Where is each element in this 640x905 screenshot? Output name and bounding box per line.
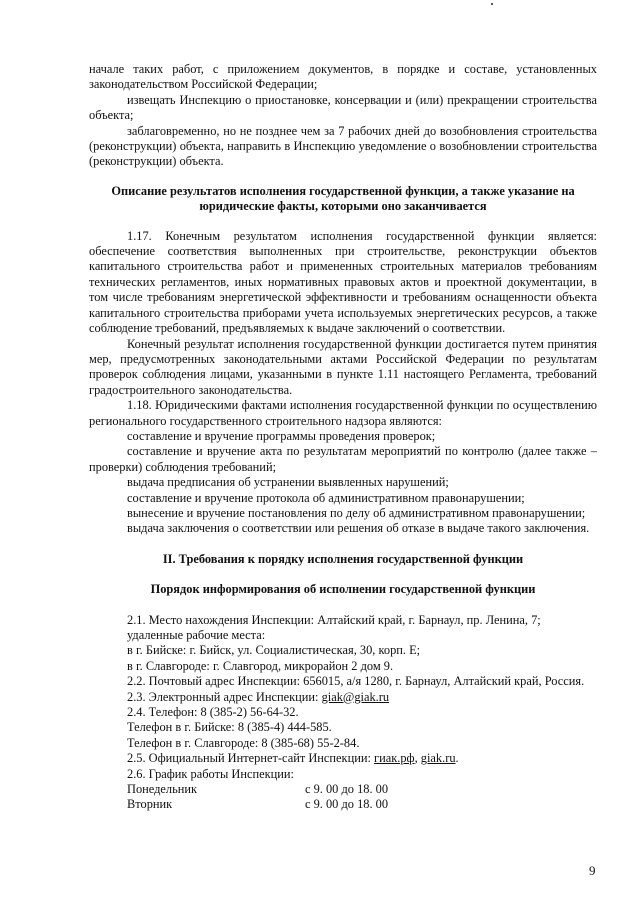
website-link-ru[interactable]: giak.ru [420,751,456,766]
schedule-row [89,782,597,797]
website-label: 2.5. Официальный Интернет-сайт Инспекции: [127,751,374,766]
paragraph-advance-notice: заблаговременно, но не позднее чем за 7 рабочих дней до возобновления строительства (реконструкции) объекта, направить в Инспекцию уведомление о возобновлении строительства (реконструкции) объекта. [89,123,597,169]
paragraph-final-result: Конечный результат исполнения государственной функции достигается путем принятия мер, предусмотренных законодательными актами Российской Федерации по результатам проверок соблюдения лицами, указанными в пункте 1.11 настоящего Регламента, требований градостроительного законодательства. [89,336,597,397]
schedule-hours: с 9. 00 до 18. 00 [305,782,389,797]
website-link-rf[interactable]: гиак.рф [374,751,415,766]
section-2-subtitle: Порядок информирования об исполнении государственной функции [150,582,536,597]
paragraph-continuation: начале таких работ, с приложением документов, в порядке и составе, установленных законодательством Российской Федерации; [89,62,597,92]
paragraph-1-18: 1.18. Юридическими фактами исполнения государственной функции по осуществлению регионального государственного строительного надзора являются: [89,398,597,428]
fact-item: выдача заключения о соответствии или решения об отказе в выдаче такого заключения. [127,521,590,536]
remote-workplaces-label: удаленные рабочие места: [127,628,266,642]
website-separator: , [414,751,421,766]
paragraph-2-6: 2.6. График работы Инспекции: [127,766,294,781]
email-link[interactable]: giak@giak.ru [321,689,390,704]
paragraph-2-4: 2.4. Телефон: 8 (385-2) 56-64-32. [127,705,299,720]
phone-slavgorod: Телефон в г. Славгороде: 8 (385-68) 55-2-84. [127,735,360,750]
paragraph-notify: извещать Инспекцию о приостановке, консервации и (или) прекращении строительства объекта; [89,92,597,123]
fact-item: вынесение и вручение постановления по делу об административном правонарушении; [127,505,586,520]
email-label: 2.3. Электронный адрес Инспекции: [127,689,322,704]
schedule-day: Вторник [127,797,173,812]
website-end: . [455,751,459,766]
heading-results: Описание результатов исполнения государственной функции, а также указание на юридические факты, которыми оно заканчивается [111,183,575,214]
phone-biysk: Телефон в г. Бийске: 8 (385-4) 444-585. [127,720,332,735]
fact-item: составление и вручение программы проведения проверок; [127,428,436,443]
remote-slavgorod: в г. Славгороде: г. Славгород, микрорайон 2 дом 9. [127,658,394,673]
schedule-day: Понедельник [127,782,198,797]
document-body [89,62,597,813]
remote-biysk: в г. Бийске: г. Бийск, ул. Социалистическая, 30, корп. Е; [127,643,421,658]
schedule-row [89,797,597,812]
fact-item: составление и вручение протокола об административном правонарушении; [127,490,525,505]
schedule-hours: с 9. 00 до 18. 00 [305,797,389,812]
paragraph-2-3 [89,690,597,705]
scan-speck [491,3,493,5]
paragraph-2-2: 2.2. Почтовый адрес Инспекции: 656015, а/я 1280, г. Барнаул, Алтайский край, Россия. [127,674,585,689]
page-number: 9 [589,863,596,878]
paragraph-2-1: 2.1. Место нахождения Инспекции: Алтайский край, г. Барнаул, пр. Ленина, 7; [127,612,541,627]
paragraph-2-5 [89,751,597,766]
fact-item: выдача предписания об устранении выявленных нарушений; [127,475,449,490]
section-2-title: II. Требования к порядку исполнения государственной функции [162,551,524,566]
paragraph-1-17: 1.17. Конечным результатом исполнения государственной функции является: обеспечение соответствия выполненных при строительстве, реконструкции объектов капитального строительства работ и примененных строительных материалов требованиям технических регламентов, иных нормативных правовых актов и проектной документации, в том числе требованиям энергетической эффективности и требованиям оснащенности объекта капитального строительства приборами учета используемых энергетических ресурсов, а также соблюдение требований, предъявляемых к выдаче заключений о соответствии. [89,228,597,336]
fact-item: составление и вручение акта по результатам мероприятий по контролю (далее также – проверки) соблюдения требований; [89,444,597,474]
